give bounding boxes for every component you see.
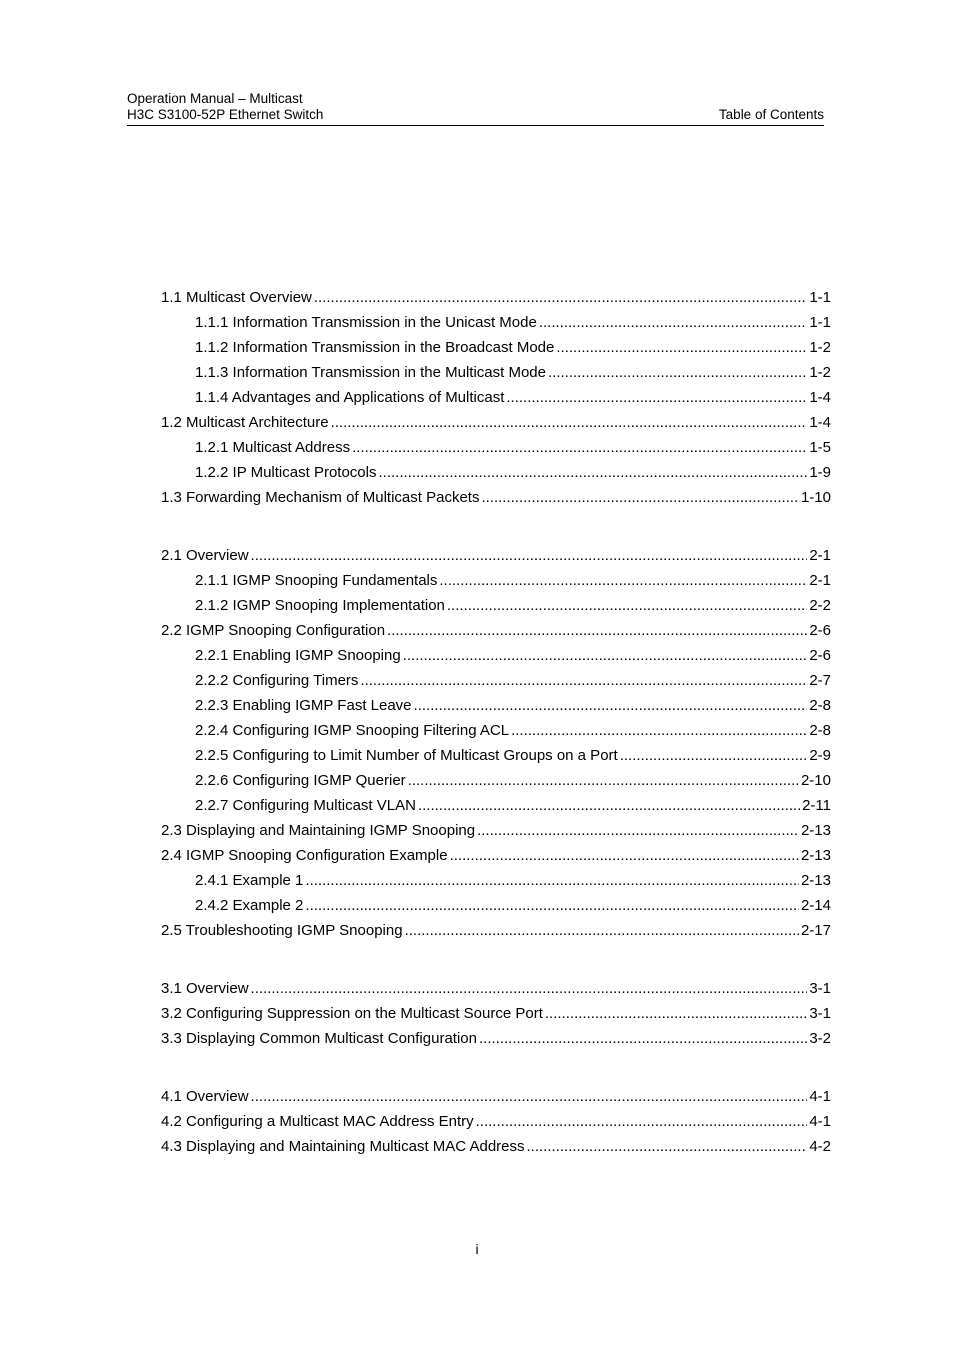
toc-entry-title: 1.1.4 Advantages and Applications of Multicast [195,389,505,406]
toc-dot-leader [414,693,808,718]
toc-entry-title: 4.3 Displaying and Maintaining Multicast MAC Address [161,1138,525,1155]
toc-entry[interactable] [161,1084,831,1109]
toc-entry-page: 2-9 [809,747,831,764]
toc-entry[interactable] [161,543,831,568]
toc-dot-leader [251,1084,808,1109]
page-header [127,91,824,126]
toc-entry-title: 1.1.3 Information Transmission in the Multicast Mode [195,364,546,381]
toc-entry-page: 2-1 [809,547,831,564]
toc-entry-title: 2.3 Displaying and Maintaining IGMP Snooping [161,822,476,839]
toc-dot-leader [305,868,799,893]
toc-entry-page: 1-2 [809,339,831,356]
toc-dot-leader [439,568,807,593]
toc-group [161,1084,831,1159]
toc-entry-page: 1-10 [800,489,831,506]
toc-entry[interactable] [161,1134,831,1159]
toc-entry-title: 4.1 Overview [161,1088,249,1105]
toc-entry[interactable] [161,693,831,718]
toc-entry-title: 3.2 Configuring Suppression on the Multicast Source Port [161,1005,543,1022]
toc-entry-page: 2-8 [809,722,831,739]
toc-entry-title: 2.2.4 Configuring IGMP Snooping Filtering ACL [195,722,510,739]
toc-dot-leader [527,1134,808,1159]
toc-group [161,976,831,1051]
toc-group [161,285,831,510]
toc-entry-page: 1-2 [809,364,831,381]
toc-entry-title: 2.4.1 Example 1 [195,872,304,889]
toc-entry[interactable] [161,285,831,310]
toc-entry-page: 1-5 [809,439,831,456]
table-of-contents [161,285,831,1192]
toc-entry[interactable] [161,435,831,460]
toc-dot-leader [548,360,807,385]
toc-entry-page: 2-13 [800,822,831,839]
toc-dot-leader [506,385,807,410]
toc-dot-leader [476,1109,808,1134]
toc-entry-page: 1-1 [809,314,831,331]
toc-entry-title: 2.2 IGMP Snooping Configuration [161,622,386,639]
header-manual-title: Operation Manual – Multicast [127,91,303,106]
page-number: i [475,1241,479,1257]
toc-dot-leader [511,718,807,743]
toc-dot-leader [387,618,807,643]
toc-dot-leader [408,768,799,793]
toc-dot-leader [403,643,808,668]
toc-entry-title: 4.2 Configuring a Multicast MAC Address Entry [161,1113,474,1130]
toc-entry-title: 2.1 Overview [161,547,249,564]
toc-dot-leader [314,285,807,310]
toc-entry[interactable] [161,793,831,818]
toc-entry[interactable] [161,843,831,868]
toc-entry[interactable] [161,310,831,335]
toc-entry[interactable] [161,1109,831,1134]
header-section-title: Table of Contents [718,107,824,122]
header-left [127,91,323,123]
toc-entry-page: 3-2 [809,1030,831,1047]
toc-entry-page: 3-1 [809,980,831,997]
toc-entry[interactable] [161,568,831,593]
toc-dot-leader [360,668,807,693]
toc-dot-leader [378,460,807,485]
toc-entry[interactable] [161,818,831,843]
toc-entry-page: 1-9 [809,464,831,481]
toc-dot-leader [620,743,808,768]
toc-entry-title: 2.4.2 Example 2 [195,897,304,914]
toc-entry-page: 3-1 [809,1005,831,1022]
toc-dot-leader [352,435,807,460]
toc-entry-title: 2.2.6 Configuring IGMP Querier [195,772,406,789]
toc-entry-page: 2-6 [809,622,831,639]
toc-entry-title: 3.3 Displaying Common Multicast Configuration [161,1030,477,1047]
toc-entry-title: 1.3 Forwarding Mechanism of Multicast Packets [161,489,480,506]
toc-entry[interactable] [161,893,831,918]
toc-entry-title: 1.2 Multicast Architecture [161,414,329,431]
toc-entry[interactable] [161,485,831,510]
toc-dot-leader [447,593,807,618]
toc-entry-page: 2-17 [800,922,831,939]
toc-dot-leader [331,410,808,435]
toc-entry-page: 1-4 [809,389,831,406]
toc-entry[interactable] [161,460,831,485]
toc-entry-title: 1.2.2 IP Multicast Protocols [195,464,377,481]
toc-dot-leader [556,335,807,360]
toc-entry[interactable] [161,743,831,768]
toc-dot-leader [405,918,799,943]
toc-entry[interactable] [161,385,831,410]
toc-entry[interactable] [161,335,831,360]
toc-entry[interactable] [161,643,831,668]
toc-entry-page: 4-1 [809,1088,831,1105]
toc-entry-title: 2.2.3 Enabling IGMP Fast Leave [195,697,412,714]
toc-entry-page: 2-11 [802,797,831,814]
toc-entry-title: 2.4 IGMP Snooping Configuration Example [161,847,448,864]
toc-dot-leader [251,543,808,568]
toc-entry[interactable] [161,918,831,943]
toc-entry-title: 1.1 Multicast Overview [161,289,312,306]
header-product-name: H3C S3100-52P Ethernet Switch [127,107,324,122]
toc-dot-leader [450,843,799,868]
toc-entry-title: 2.1.2 IGMP Snooping Implementation [195,597,445,614]
toc-entry-page: 4-2 [809,1138,831,1155]
toc-entry-page: 2-13 [800,847,831,864]
toc-dot-leader [539,310,807,335]
toc-entry-title: 1.1.1 Information Transmission in the Unicast Mode [195,314,537,331]
toc-entry[interactable] [161,668,831,693]
toc-dot-leader [479,1026,807,1051]
toc-entry[interactable] [161,1026,831,1051]
toc-entry-title: 2.2.2 Configuring Timers [195,672,359,689]
toc-entry-title: 2.2.1 Enabling IGMP Snooping [195,647,401,664]
toc-entry-page: 2-10 [800,772,831,789]
toc-entry[interactable] [161,410,831,435]
toc-dot-leader [481,485,799,510]
toc-entry-title: 3.1 Overview [161,980,249,997]
toc-entry-title: 1.2.1 Multicast Address [195,439,351,456]
toc-entry-page: 2-14 [800,897,831,914]
toc-entry-page: 4-1 [809,1113,831,1130]
toc-entry-page: 1-4 [809,414,831,431]
toc-entry[interactable] [161,718,831,743]
toc-entry-title: 2.2.5 Configuring to Limit Number of Multicast Groups on a Port [195,747,618,764]
toc-entry-page: 2-7 [809,672,831,689]
toc-dot-leader [305,893,799,918]
toc-dot-leader [477,818,799,843]
toc-entry-title: 2.5 Troubleshooting IGMP Snooping [161,922,403,939]
toc-entry[interactable] [161,618,831,643]
toc-entry[interactable] [161,976,831,1001]
toc-entry[interactable] [161,868,831,893]
toc-entry-page: 2-8 [809,697,831,714]
toc-entry-title: 2.1.1 IGMP Snooping Fundamentals [195,572,438,589]
toc-entry-page: 2-1 [809,572,831,589]
toc-entry-page: 2-2 [809,597,831,614]
toc-entry[interactable] [161,768,831,793]
toc-entry[interactable] [161,593,831,618]
toc-entry-page: 2-6 [809,647,831,664]
toc-entry-title: 2.2.7 Configuring Multicast VLAN [195,797,416,814]
toc-entry[interactable] [161,1001,831,1026]
toc-entry[interactable] [161,360,831,385]
toc-dot-leader [545,1001,807,1026]
toc-entry-title: 1.1.2 Information Transmission in the Broadcast Mode [195,339,555,356]
toc-dot-leader [418,793,800,818]
toc-dot-leader [251,976,808,1001]
toc-entry-page: 2-13 [800,872,831,889]
toc-group [161,543,831,943]
toc-entry-page: 1-1 [809,289,831,306]
